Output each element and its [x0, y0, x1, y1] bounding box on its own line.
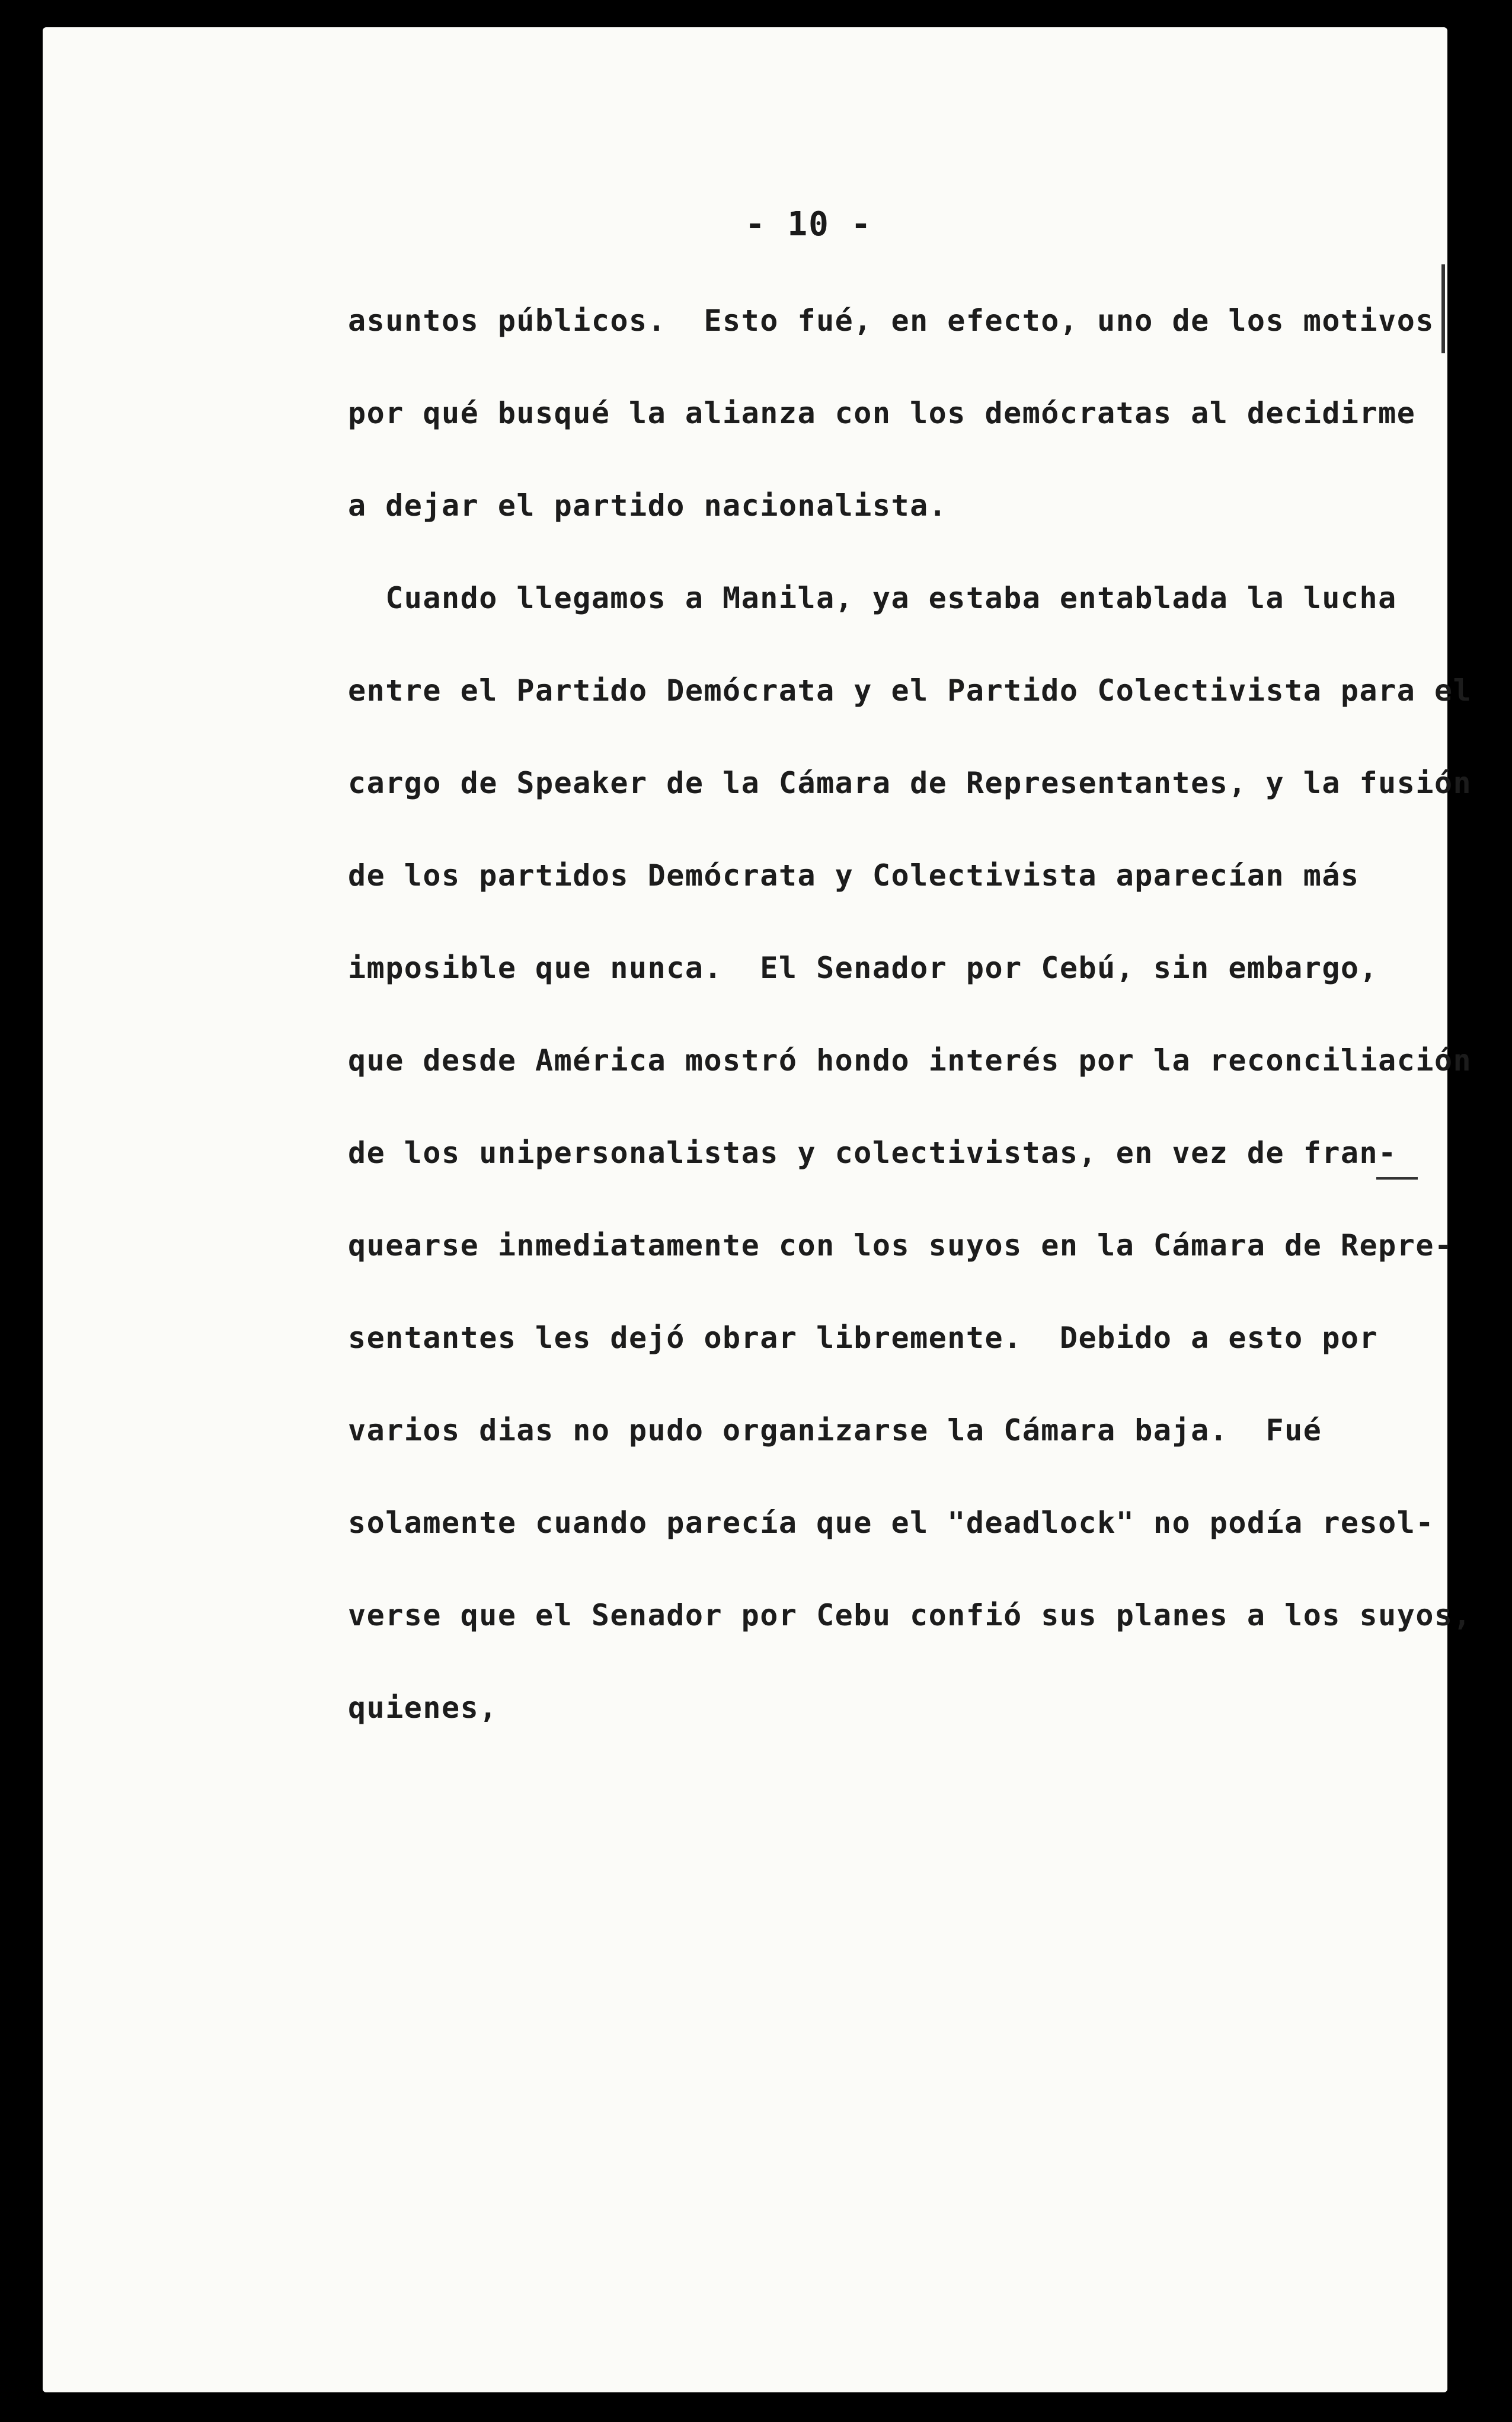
text-line: cargo de Speaker de la Cámara de Representantes, y la fusión — [348, 766, 1472, 800]
text-line: quearse inmediatamente con los suyos en la Cámara de Repre- — [348, 1228, 1453, 1263]
text-line: imposible que nunca. El Senador por Cebú, sin embargo, — [348, 951, 1379, 985]
text-line: a dejar el partido nacionalista. — [348, 488, 948, 523]
text-line: varios dias no pudo organizarse la Cámara baja. Fué — [348, 1413, 1322, 1448]
text-line: solamente cuando parecía que el "deadlock" no podía resol- — [348, 1506, 1434, 1540]
text-line: de los partidos Demócrata y Colectivista aparecían más — [348, 858, 1360, 893]
text-line: Cuando llegamos a Manila, ya estaba entablada la lucha — [348, 581, 1397, 615]
document-body — [348, 297, 1474, 1776]
text-line: quienes, — [348, 1691, 498, 1725]
margin-mark — [1441, 264, 1445, 353]
margin-mark — [1376, 1177, 1418, 1180]
text-line: entre el Partido Demócrata y el Partido Colectivista para el — [348, 673, 1472, 708]
text-line: por qué busqué la alianza con los demócratas al decidirme — [348, 396, 1416, 430]
page-number: - 10 - — [745, 205, 872, 244]
document-page — [43, 27, 1472, 2392]
text-line: asuntos públicos. Esto fué, en efecto, uno de los motivos — [348, 303, 1434, 338]
text-line: que desde América mostró hondo interés por la reconciliación — [348, 1043, 1472, 1078]
text-line: verse que el Senador por Cebu confió sus planes a los suyos, — [348, 1598, 1472, 1632]
text-line: de los unipersonalistas y colectivistas, en vez de fran- — [348, 1136, 1397, 1170]
text-line: sentantes les dejó obrar libremente. Debido a esto por — [348, 1321, 1379, 1355]
